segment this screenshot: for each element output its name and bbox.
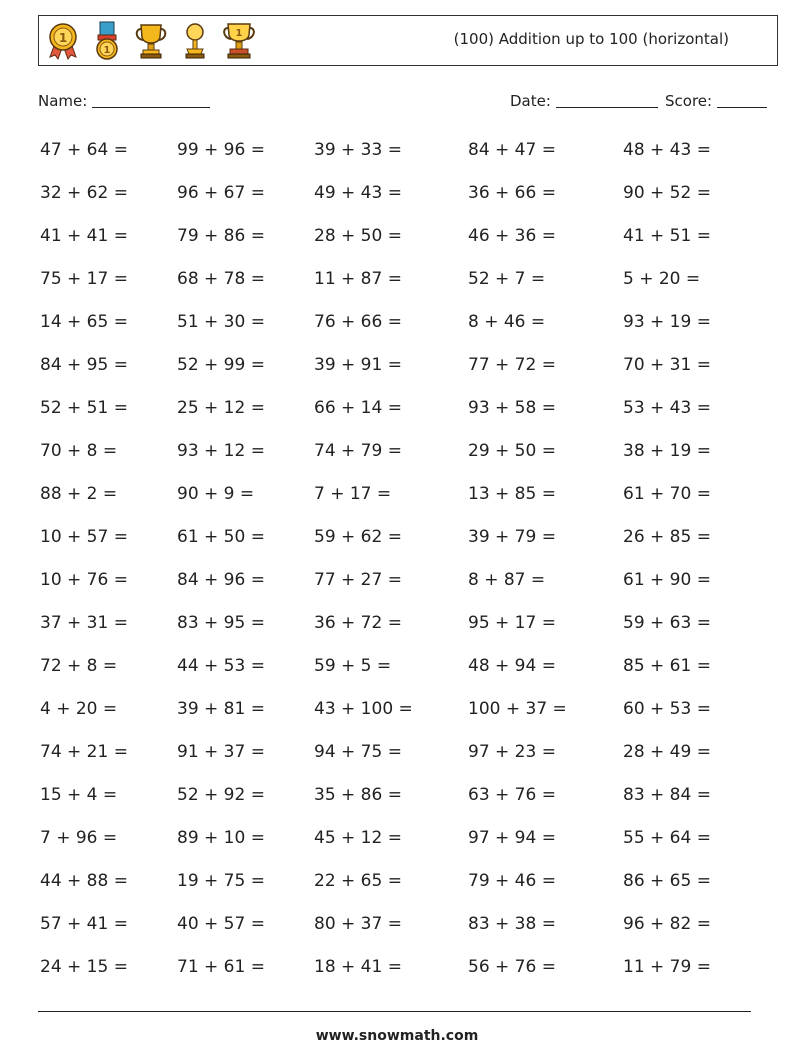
problem-item: 93 + 12 = — [177, 441, 265, 461]
problem-item: 10 + 57 = — [40, 527, 128, 547]
problem-item: 97 + 94 = — [468, 828, 556, 848]
problem-item: 86 + 65 = — [623, 871, 711, 891]
problem-item: 52 + 92 = — [177, 785, 265, 805]
problem-item: 8 + 87 = — [468, 570, 546, 590]
problem-item: 39 + 79 = — [468, 527, 556, 547]
date-field[interactable] — [510, 92, 658, 110]
problem-item: 35 + 86 = — [314, 785, 402, 805]
problem-item: 39 + 91 = — [314, 355, 402, 375]
problem-item: 19 + 75 = — [177, 871, 265, 891]
problem-item: 79 + 86 = — [177, 226, 265, 246]
problem-item: 84 + 47 = — [468, 140, 556, 160]
problem-item: 61 + 70 = — [623, 484, 711, 504]
problem-item: 84 + 95 = — [40, 355, 128, 375]
problem-item: 83 + 84 = — [623, 785, 711, 805]
problem-item: 83 + 95 = — [177, 613, 265, 633]
problem-item: 70 + 31 = — [623, 355, 711, 375]
problem-item: 44 + 53 = — [177, 656, 265, 676]
problem-item: 96 + 82 = — [623, 914, 711, 934]
score-blank[interactable] — [717, 93, 767, 108]
problem-item: 37 + 31 = — [40, 613, 128, 633]
problem-item: 93 + 19 = — [623, 312, 711, 332]
problem-item: 28 + 49 = — [623, 742, 711, 762]
small-trophy-icon — [177, 21, 213, 61]
problem-item: 10 + 76 = — [40, 570, 128, 590]
svg-text:1: 1 — [103, 45, 111, 56]
problem-item: 51 + 30 = — [177, 312, 265, 332]
problem-item: 88 + 2 = — [40, 484, 118, 504]
problem-item: 39 + 33 = — [314, 140, 402, 160]
problem-item: 71 + 61 = — [177, 957, 265, 977]
problem-item: 60 + 53 = — [623, 699, 711, 719]
problem-item: 85 + 61 = — [623, 656, 711, 676]
problem-item: 28 + 50 = — [314, 226, 402, 246]
medal-icon — [89, 21, 125, 61]
problem-item: 61 + 50 = — [177, 527, 265, 547]
problem-item: 96 + 67 = — [177, 183, 265, 203]
problem-item: 52 + 99 = — [177, 355, 265, 375]
problem-item: 52 + 7 = — [468, 269, 546, 289]
problem-item: 76 + 66 = — [314, 312, 402, 332]
problem-item: 11 + 79 = — [623, 957, 711, 977]
problem-item: 91 + 37 = — [177, 742, 265, 762]
score-label: Score: — [665, 92, 713, 110]
problem-item: 36 + 72 = — [314, 613, 402, 633]
problem-item: 52 + 51 = — [40, 398, 128, 418]
problem-item: 61 + 90 = — [623, 570, 711, 590]
trophy-icons — [45, 21, 257, 61]
problem-item: 38 + 19 = — [623, 441, 711, 461]
problem-item: 66 + 14 = — [314, 398, 402, 418]
footer-website: www.snowmath.com — [315, 1028, 479, 1044]
score-field[interactable] — [665, 92, 767, 110]
problem-item: 8 + 46 = — [468, 312, 546, 332]
problem-item: 93 + 58 = — [468, 398, 556, 418]
problem-item: 59 + 5 = — [314, 656, 392, 676]
problem-item: 41 + 41 = — [40, 226, 128, 246]
medal-ribbon-icon — [45, 21, 81, 61]
problem-item: 77 + 27 = — [314, 570, 402, 590]
problem-item: 99 + 96 = — [177, 140, 265, 160]
problem-item: 75 + 17 = — [40, 269, 128, 289]
problem-item: 63 + 76 = — [468, 785, 556, 805]
problem-item: 84 + 96 = — [177, 570, 265, 590]
problem-item: 97 + 23 = — [468, 742, 556, 762]
problem-item: 55 + 64 = — [623, 828, 711, 848]
problem-item: 57 + 41 = — [40, 914, 128, 934]
problem-item: 5 + 20 = — [623, 269, 701, 289]
problem-item: 53 + 43 = — [623, 398, 711, 418]
problem-item: 44 + 88 = — [40, 871, 128, 891]
problem-item: 83 + 38 = — [468, 914, 556, 934]
problem-item: 59 + 62 = — [314, 527, 402, 547]
problem-item: 95 + 17 = — [468, 613, 556, 633]
name-blank[interactable] — [92, 93, 210, 108]
problem-item: 89 + 10 = — [177, 828, 265, 848]
problem-item: 43 + 100 = — [314, 699, 413, 719]
problem-item: 48 + 94 = — [468, 656, 556, 676]
problem-item: 15 + 4 = — [40, 785, 118, 805]
problem-item: 7 + 17 = — [314, 484, 392, 504]
problem-item: 59 + 63 = — [623, 613, 711, 633]
problem-item: 41 + 51 = — [623, 226, 711, 246]
problem-item: 25 + 12 = — [177, 398, 265, 418]
problem-item: 29 + 50 = — [468, 441, 556, 461]
problem-item: 56 + 76 = — [468, 957, 556, 977]
problem-item: 24 + 15 = — [40, 957, 128, 977]
date-label: Date: — [510, 92, 551, 110]
problem-item: 36 + 66 = — [468, 183, 556, 203]
problem-item: 94 + 75 = — [314, 742, 402, 762]
problem-item: 39 + 81 = — [177, 699, 265, 719]
problem-item: 4 + 20 = — [40, 699, 118, 719]
problem-item: 74 + 21 = — [40, 742, 128, 762]
problem-item: 49 + 43 = — [314, 183, 402, 203]
problem-item: 74 + 79 = — [314, 441, 402, 461]
problem-item: 11 + 87 = — [314, 269, 402, 289]
svg-text:1: 1 — [58, 31, 68, 45]
problem-item: 79 + 46 = — [468, 871, 556, 891]
problem-item: 18 + 41 = — [314, 957, 402, 977]
name-field[interactable] — [38, 92, 210, 110]
problem-item: 47 + 64 = — [40, 140, 128, 160]
name-label: Name: — [38, 92, 88, 110]
problem-item: 68 + 78 = — [177, 269, 265, 289]
gold-cup-icon — [221, 21, 257, 61]
problem-item: 100 + 37 = — [468, 699, 567, 719]
problem-item: 14 + 65 = — [40, 312, 128, 332]
problem-item: 90 + 52 = — [623, 183, 711, 203]
problem-item: 22 + 65 = — [314, 871, 402, 891]
date-blank[interactable] — [556, 93, 658, 108]
worksheet-header — [38, 15, 778, 66]
problem-item: 70 + 8 = — [40, 441, 118, 461]
footer-divider — [38, 1011, 751, 1012]
problem-item: 72 + 8 = — [40, 656, 118, 676]
svg-text:1: 1 — [235, 28, 243, 39]
problem-item: 77 + 72 = — [468, 355, 556, 375]
problem-grid — [40, 140, 760, 1000]
problem-item: 7 + 96 = — [40, 828, 118, 848]
problem-item: 26 + 85 = — [623, 527, 711, 547]
trophy-icon — [133, 21, 169, 61]
problem-item: 46 + 36 = — [468, 226, 556, 246]
problem-item: 90 + 9 = — [177, 484, 255, 504]
problem-item: 80 + 37 = — [314, 914, 402, 934]
worksheet-title: (100) Addition up to 100 (horizontal) — [453, 30, 729, 48]
problem-item: 45 + 12 = — [314, 828, 402, 848]
problem-item: 48 + 43 = — [623, 140, 711, 160]
problem-item: 13 + 85 = — [468, 484, 556, 504]
problem-item: 40 + 57 = — [177, 914, 265, 934]
problem-item: 32 + 62 = — [40, 183, 128, 203]
